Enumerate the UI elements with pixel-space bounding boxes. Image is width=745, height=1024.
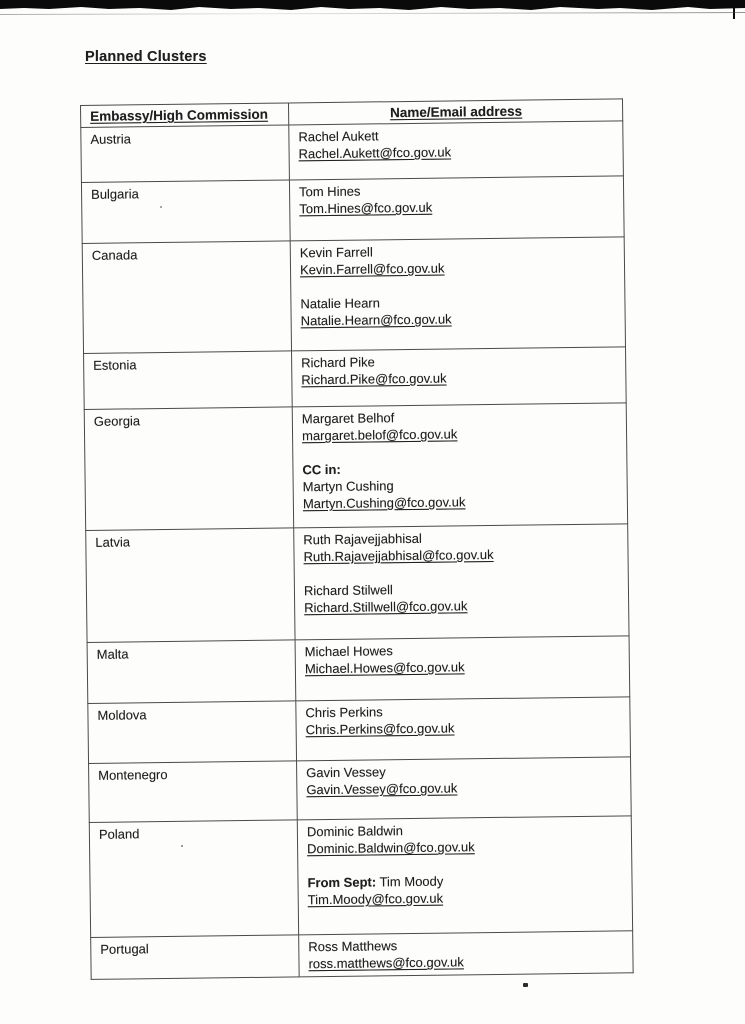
contact-name: Martyn Cushing <box>302 478 394 495</box>
scan-speck-artifact <box>160 206 162 208</box>
contact-name: Richard Pike <box>301 354 375 371</box>
table-row <box>84 347 627 410</box>
contact-email: Chris.Perkins@fco.gov.uk <box>305 720 455 738</box>
contact-entry <box>300 240 616 278</box>
scan-dot-artifact <box>523 983 528 987</box>
contact-email: Michael.Howes@fco.gov.uk <box>304 659 465 677</box>
contacts-cell <box>292 347 627 407</box>
contact-email: Richard.Stillwell@fco.gov.uk <box>304 598 468 616</box>
contact-email: Tim.Moody@fco.gov.uk <box>307 890 444 908</box>
contact-email: Kevin.Farrell@fco.gov.uk <box>299 260 445 278</box>
contact-entry <box>301 350 617 388</box>
contact-email: Richard.Pike@fco.gov.uk <box>301 370 447 388</box>
embassy-cell: Montenegro <box>89 761 298 823</box>
contact-entry <box>305 700 621 738</box>
table-row <box>88 697 631 764</box>
contact-name: Margaret Belhof <box>301 410 395 427</box>
contact-name: Ross Matthews <box>308 938 398 955</box>
table-body <box>81 121 633 980</box>
column-header-name-email: Name/Email address <box>288 99 622 125</box>
contact-entry <box>307 819 623 857</box>
contact-entry <box>302 457 619 512</box>
cc-label: CC in: <box>302 461 341 478</box>
contact-name: Tom Hines <box>298 183 361 200</box>
table-row <box>89 816 632 938</box>
contacts-cell <box>297 757 632 820</box>
embassy-cell: Poland <box>89 820 298 938</box>
embassy-cell: Bulgaria <box>81 180 290 244</box>
page-title: Planned Clusters <box>85 49 207 65</box>
contacts-cell <box>295 636 630 701</box>
table-row <box>84 403 627 531</box>
contact-email: Martyn.Cushing@fco.gov.uk <box>302 494 466 512</box>
contact-entry <box>300 291 616 329</box>
contact-name-prefix: From Sept: <box>307 874 377 891</box>
table-row <box>91 931 633 980</box>
contact-name-text: Tim Moody <box>379 873 444 890</box>
contacts-cell <box>289 121 624 180</box>
table-row <box>82 237 625 354</box>
contact-name: Gavin Vessey <box>306 764 386 781</box>
contact-name: Michael Howes <box>304 643 393 660</box>
embassy-cell: Canada <box>82 241 291 354</box>
contact-entry <box>304 578 620 616</box>
contact-name: Rachel Aukett <box>298 128 379 145</box>
contact-name: Richard Stilwell <box>303 582 393 599</box>
clusters-table <box>80 98 634 980</box>
contact-email: Gavin.Vessey@fco.gov.uk <box>306 780 458 798</box>
table-row <box>89 757 632 823</box>
contacts-cell <box>292 403 627 528</box>
scan-speck-artifact <box>181 845 183 847</box>
contact-entry <box>308 934 624 972</box>
embassy-cell: Latvia <box>86 528 295 643</box>
contacts-cell <box>294 524 629 640</box>
contact-entry <box>306 760 622 798</box>
contact-email: Natalie.Hearn@fco.gov.uk <box>300 311 452 329</box>
contact-entry <box>307 870 623 908</box>
contact-email: Rachel.Aukett@fco.gov.uk <box>298 144 452 162</box>
contact-name: Dominic Baldwin <box>306 823 404 840</box>
scanner-artifact-streak <box>0 12 745 15</box>
table-row <box>87 636 630 704</box>
scanner-artifact-band <box>0 0 745 11</box>
contact-name: Natalie Hearn <box>300 295 381 312</box>
contact-entry <box>299 179 615 217</box>
table-row <box>81 176 624 244</box>
contacts-cell <box>289 176 624 241</box>
contact-email: margaret.belof@fco.gov.uk <box>301 426 458 444</box>
contacts-cell <box>296 697 631 761</box>
contact-email: Ruth.Rajavejjabhisal@fco.gov.uk <box>303 546 494 565</box>
contact-email: Tom.Hines@fco.gov.uk <box>299 199 433 217</box>
embassy-cell: Austria <box>81 125 290 183</box>
column-header-embassy: Embassy/High Commission <box>81 103 289 128</box>
contact-entry <box>303 527 619 565</box>
contact-name: Kevin Farrell <box>299 244 373 261</box>
embassy-cell: Moldova <box>88 701 297 764</box>
contact-entry <box>298 124 614 162</box>
contact-name: Chris Perkins <box>305 704 383 721</box>
contact-entry <box>305 639 621 677</box>
embassy-cell: Malta <box>87 640 296 704</box>
contact-email: Dominic.Baldwin@fco.gov.uk <box>307 839 475 857</box>
embassy-cell: Georgia <box>84 407 293 531</box>
table-row <box>81 121 624 183</box>
contacts-cell <box>297 816 632 935</box>
table-row <box>86 524 629 643</box>
contacts-cell <box>290 237 625 351</box>
embassy-cell: Portugal <box>91 935 299 980</box>
contact-entry <box>302 406 618 444</box>
contacts-cell <box>299 931 633 977</box>
contact-email: ross.matthews@fco.gov.uk <box>308 954 464 972</box>
embassy-cell: Estonia <box>84 351 293 410</box>
contact-name: Ruth Rajavejjabhisal <box>303 530 422 548</box>
